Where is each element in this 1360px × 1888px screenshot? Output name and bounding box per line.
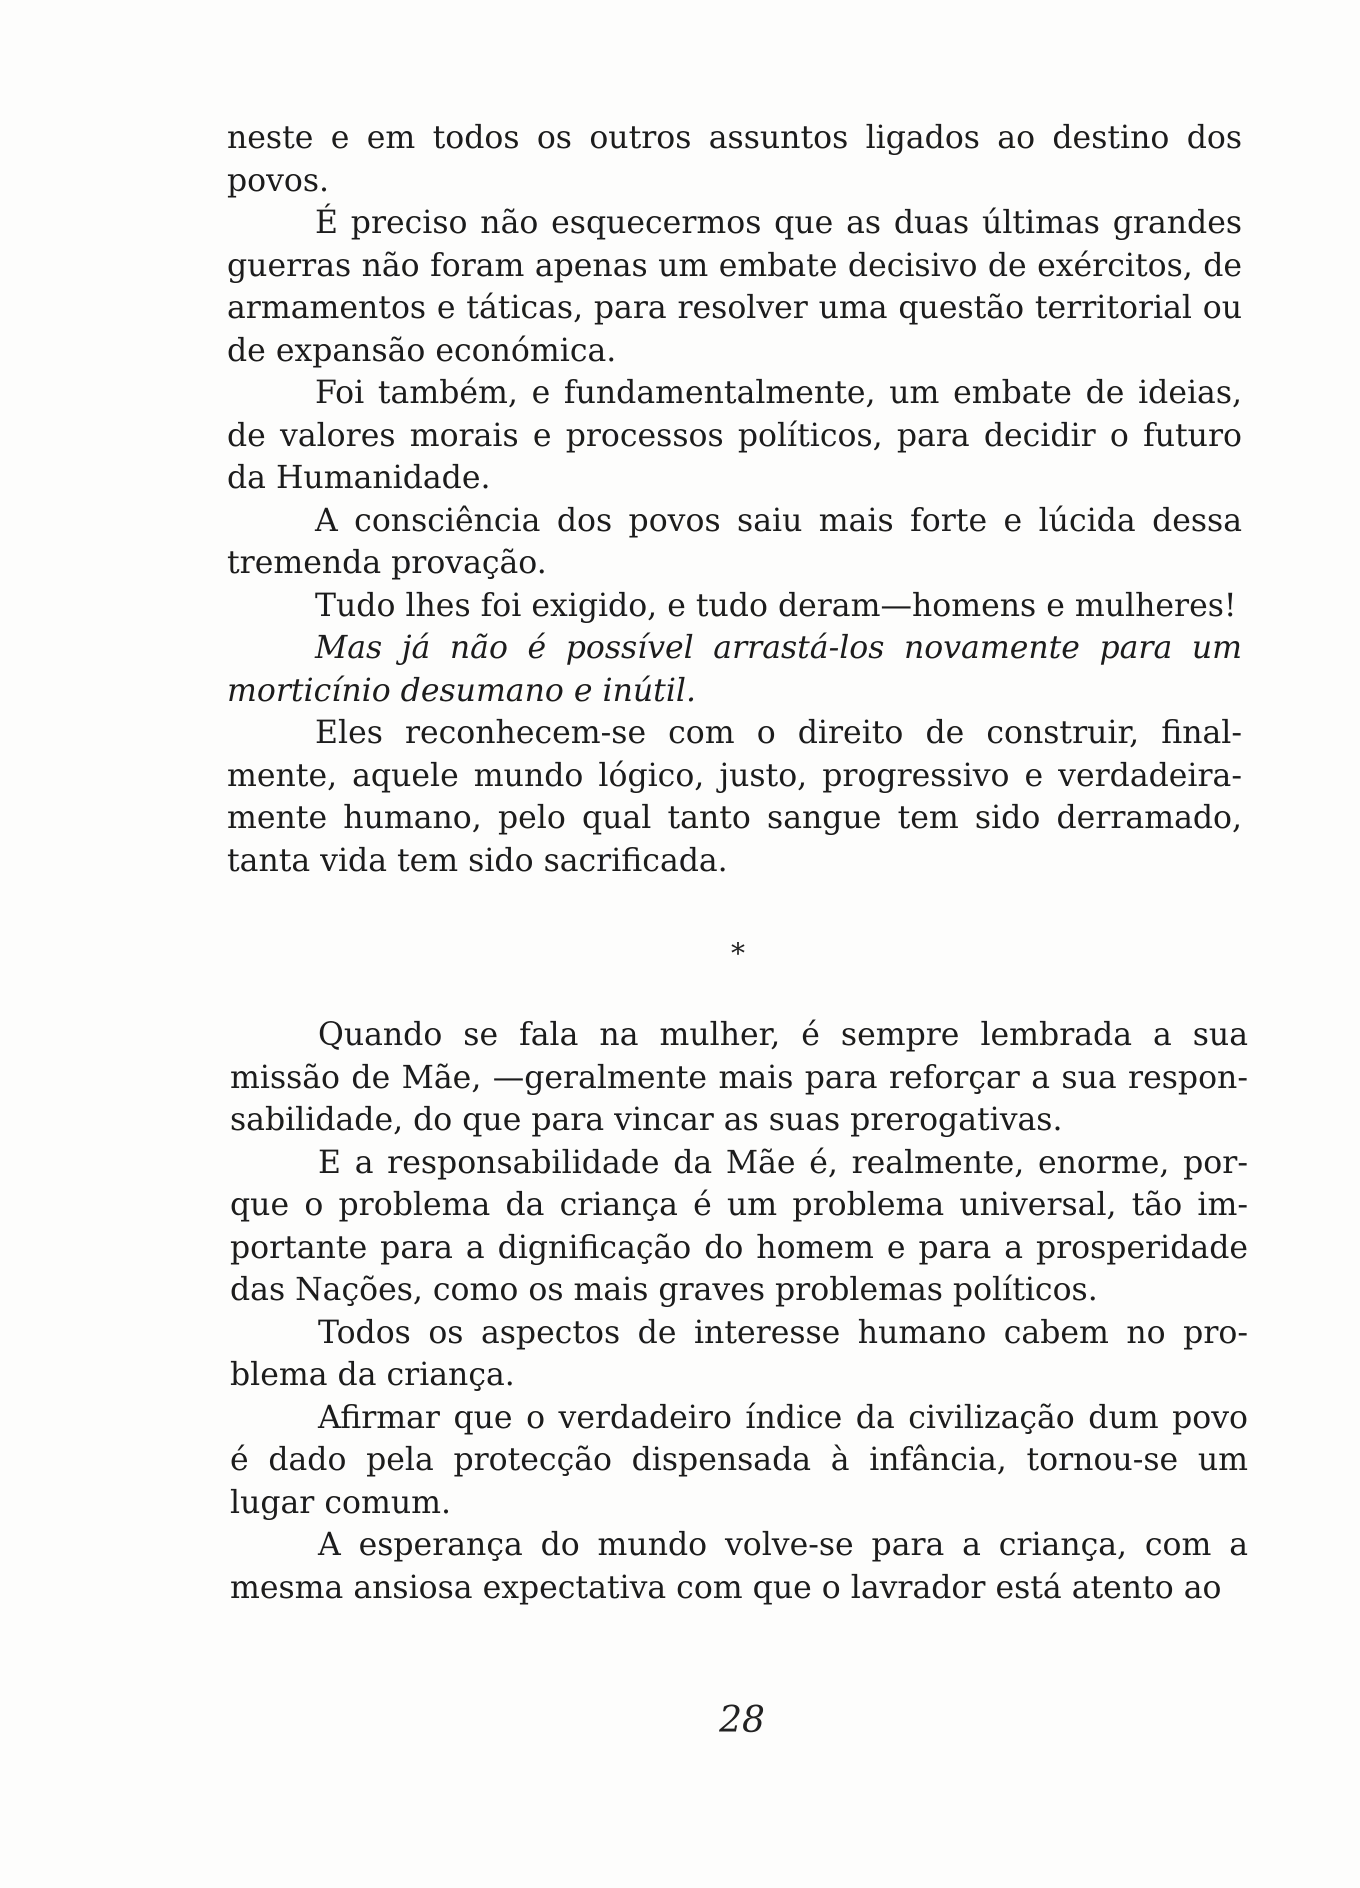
section-separator: * — [731, 937, 745, 970]
text-block-bottom — [230, 1014, 1248, 1609]
paragraph: É preciso não esquecermos que as duas últimas grandes guerras não foram apenas um embate decisivo de exércitos, de armamentos e táticas, para resolver uma questão territorial ou de expansão económica. — [227, 205, 1242, 369]
paragraph: neste e em todos os outros assuntos ligados ao destino dos povos. — [227, 120, 1242, 199]
paragraph: A consciência dos povos saiu mais forte e lúcida dessa tremenda provação. — [227, 502, 1242, 581]
italic-paragraph: Mas já não é possível arrastá-los novamente para um morticínio desumano e inútil. — [227, 630, 1242, 709]
paragraph: Todos os aspectos de interesse humano cabem no problema da criança. — [230, 1314, 1248, 1393]
paragraph: Foi também, e fundamentalmente, um embate de ideias, de valores morais e processos políticos, para decidir o futuro da Humanidade. — [227, 375, 1242, 496]
page-number: 28 — [719, 1700, 765, 1741]
paragraph: E a responsabilidade da Mãe é, realmente, enorme, porque o problema da criança é um problema universal, tão importante para a dignificação do homem e para a prosperidade das Nações, como os mais graves problemas políticos. — [230, 1144, 1248, 1308]
paragraph: Quando se fala na mulher, é sempre lembrada a sua missão de Mãe, —geralmente mais para reforçar a sua responsabilidade, do que para vincar as suas prerogativas. — [230, 1017, 1248, 1138]
paragraph: A esperança do mundo volve-se para a criança, com a mesma ansiosa expectativa com que o lavrador está atento ao — [230, 1527, 1248, 1606]
paragraph: Afirmar que o verdadeiro índice da civilização dum povo é dado pela protecção dispensada à infância, tornou-se um lugar comum. — [230, 1399, 1248, 1521]
paragraph: Tudo lhes foi exigido, e tudo deram—homens e mulheres! — [315, 587, 1237, 624]
text-block-top — [227, 117, 1242, 882]
paragraph: Eles reconhecem-se com o direito de construir, finalmente, aquele mundo lógico, justo, progressivo e verdadeiramente humano, pelo qual tanto sangue tem sido derramado, tanta vida tem sido sacrificada. — [227, 715, 1242, 879]
